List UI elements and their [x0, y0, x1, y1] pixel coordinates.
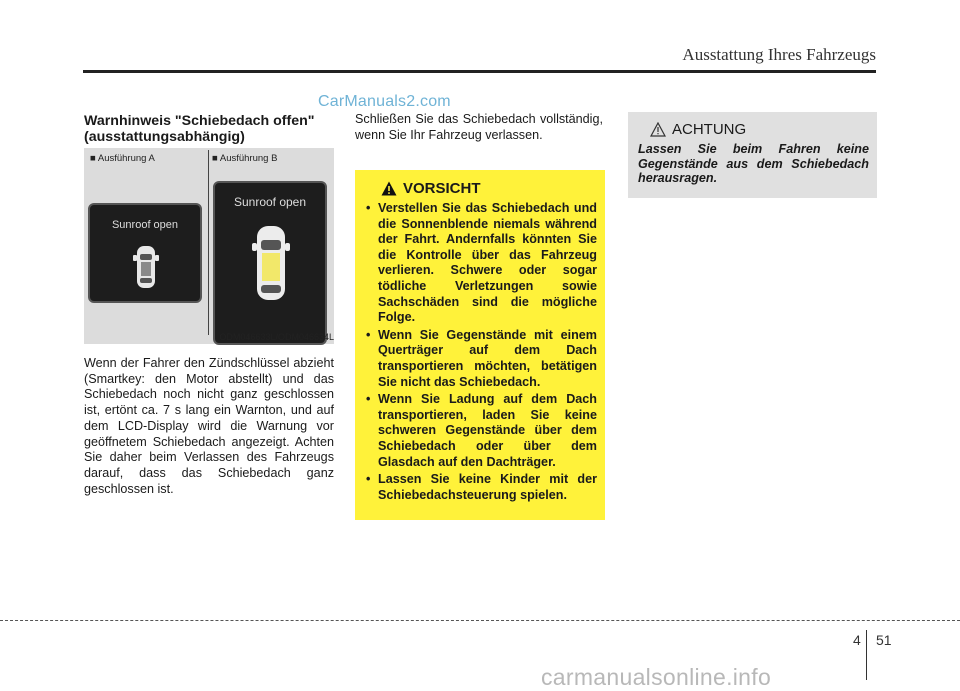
panel-b-text: Sunroof open: [233, 195, 307, 209]
column2-paragraph: Schließen Sie das Schiebedach vollständig, wenn Sie Ihr Fahrzeug verlassen.: [355, 112, 603, 142]
footer-rule: [0, 620, 960, 621]
list-item-text: Wenn Sie Ladung auf dem Dach transportieren, laden Sie keine schweren Gegenstände über dem Schiebedach oder über dem Glasdach auf den Dachträger.: [378, 392, 597, 469]
list-item-text: Lassen Sie keine Kinder mit der Schiebedachsteuerung spielen.: [378, 472, 597, 502]
header-title: Ausstattung Ihres Fahrzeugs: [682, 45, 876, 64]
section-title: [84, 113, 339, 145]
list-item: • Wenn Sie Ladung auf dem Dach transportieren, laden Sie keine schweren Gegenstände über dem Schiebedach oder über dem Glasdach auf den Dachträger.: [366, 392, 597, 469]
list-item-text: Wenn Sie Gegenstände mit einem Querträger auf dem Dach transportieren möchten, betätigen Sie nicht das Schiebedach.: [378, 327, 597, 389]
figure-label-b: ■ Ausführung B: [212, 153, 278, 164]
panel-a-text: Sunroof open: [111, 219, 179, 231]
display-panel-b: [213, 181, 327, 345]
section-title-line1: Warnhinweis "Schiebedach offen": [84, 113, 315, 129]
header-rule: [83, 70, 876, 73]
list-item: • Wenn Sie Gegenstände mit einem Querträger auf dem Dach transportieren möchten, betätigen Sie nicht das Schiebedach.: [366, 327, 597, 389]
vorsicht-list: [365, 201, 597, 503]
car-top-view-icon: [252, 225, 290, 301]
achtung-header: [650, 121, 869, 138]
section-title-line2: (ausstattungsabhängig): [84, 129, 245, 145]
list-item: • Lassen Sie keine Kinder mit der Schiebedachsteuerung spielen.: [366, 472, 597, 502]
achtung-text: Lassen Sie beim Fahren keine Gegenstände aus dem Schiebedach herausragen.: [638, 142, 869, 186]
page-number: 51: [876, 632, 892, 648]
figure-divider: [208, 150, 209, 335]
vorsicht-caution-box: [355, 170, 605, 520]
car-top-view-icon: [133, 245, 159, 289]
watermark-top[interactable]: CarManuals2.com: [318, 93, 451, 110]
sunroof-warning-figure: [84, 148, 334, 344]
warning-triangle-icon: [381, 181, 397, 196]
vorsicht-header: [381, 180, 597, 197]
achtung-title: ACHTUNG: [672, 121, 747, 138]
warning-triangle-icon: [650, 122, 666, 137]
chapter-number: 4: [853, 632, 861, 648]
achtung-notice-box: [628, 112, 877, 198]
figure-label-a: ■ Ausführung A: [90, 153, 155, 164]
list-item: • Verstellen Sie das Schiebedach und die Sonnenblende niemals während der Fahrt. Andernfalls könnten Sie die Kontrolle über das Fahrzeug verlieren. Schwere oder sogar tödliche Verletzungen sowie Sachschäden sind die mögliche Folge.: [366, 201, 597, 325]
display-panel-a: [88, 203, 202, 303]
figure-caption: ODM046633L/ODM046634L: [219, 332, 334, 342]
list-item-text: Verstellen Sie das Schiebedach und die Sonnenblende niemals während der Fahrt. Andernfalls könnten Sie die Kontrolle über das Fahrzeug verlieren. Schwere oder sogar tödliche Verletzungen sowie Sachschäden sind die mögliche Folge.: [378, 201, 597, 325]
body-paragraph: Wenn der Fahrer den Zündschlüssel abzieht (Smartkey: den Motor abstellt) und das Schiebedach noch nicht ganz geschlossen ist, ertönt ca. 7 s lang ein Warnton, und auf dem LCD-Display wird die Warnung vor geöffnetem Schiebedach angezeigt. Achten Sie daher beim Verlassen des Fahrzeugs darauf, dass das Schiebedach ganz geschlossen ist.: [84, 356, 334, 496]
page-separator: [866, 630, 867, 680]
watermark-bottom[interactable]: carmanualsonline.info: [541, 664, 772, 690]
vorsicht-title: VORSICHT: [403, 180, 481, 197]
